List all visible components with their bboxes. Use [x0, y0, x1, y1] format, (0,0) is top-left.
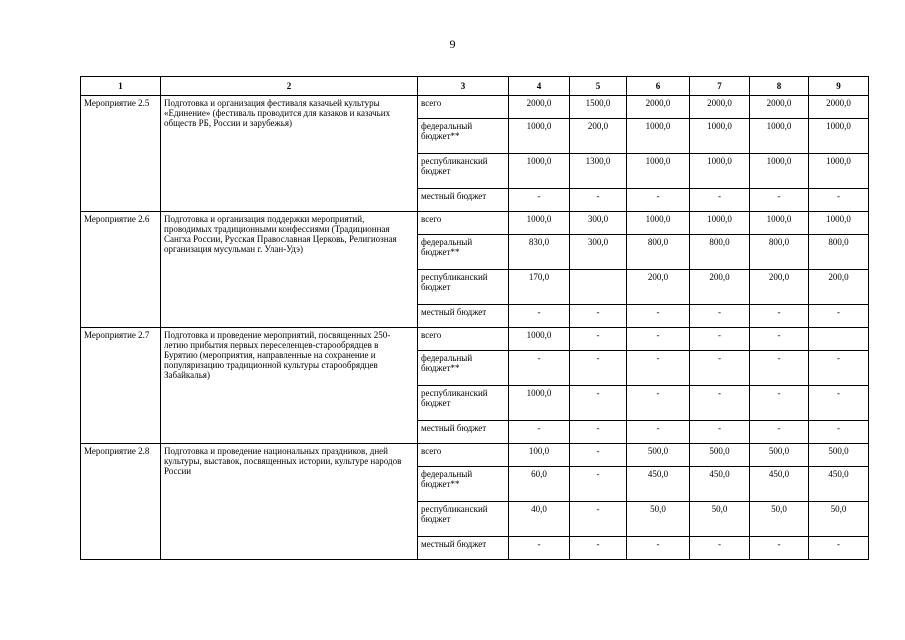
header-cell: 1 — [81, 77, 161, 96]
amount-cell: 1000,0 — [509, 386, 570, 421]
amount-cell: - — [750, 189, 809, 212]
amount-cell: - — [690, 351, 750, 386]
amount-cell: 500,0 — [627, 444, 690, 467]
amount-cell: - — [570, 421, 627, 444]
activity-name: Мероприятие 2.6 — [81, 212, 161, 328]
header-cell: 7 — [690, 77, 750, 96]
amount-cell: 1000,0 — [750, 212, 809, 235]
amount-cell: - — [627, 305, 690, 328]
amount-cell: - — [570, 351, 627, 386]
amount-cell: - — [809, 189, 869, 212]
amount-cell: 200,0 — [750, 270, 809, 305]
funding-source: всего — [418, 328, 509, 351]
amount-cell: 500,0 — [690, 444, 750, 467]
funding-source: республиканский бюджет — [418, 154, 509, 189]
amount-cell: 50,0 — [690, 502, 750, 537]
amount-cell: 1000,0 — [509, 212, 570, 235]
amount-cell: - — [809, 386, 869, 421]
amount-cell: 300,0 — [570, 212, 627, 235]
funding-source: местный бюджет — [418, 189, 509, 212]
amount-cell: 50,0 — [627, 502, 690, 537]
amount-cell: 1000,0 — [627, 119, 690, 154]
header-cell: 9 — [809, 77, 869, 96]
amount-cell: 1300,0 — [570, 154, 627, 189]
amount-cell: 1000,0 — [690, 154, 750, 189]
amount-cell: 2000,0 — [627, 96, 690, 119]
table-row — [81, 328, 869, 351]
amount-cell: 1000,0 — [509, 328, 570, 351]
amount-cell: 200,0 — [809, 270, 869, 305]
activity-name: Мероприятие 2.5 — [81, 96, 161, 212]
amount-cell: 2000,0 — [509, 96, 570, 119]
amount-cell: 1000,0 — [627, 154, 690, 189]
activity-name: Мероприятие 2.8 — [81, 444, 161, 560]
funding-source: федеральный бюджет** — [418, 351, 509, 386]
funding-source: республиканский бюджет — [418, 502, 509, 537]
amount-cell: - — [750, 328, 809, 351]
funding-source: федеральный бюджет** — [418, 235, 509, 270]
activity-name: Мероприятие 2.7 — [81, 328, 161, 444]
amount-cell: - — [509, 189, 570, 212]
amount-cell: 1500,0 — [570, 96, 627, 119]
amount-cell: 450,0 — [627, 467, 690, 502]
activity-description: Подготовка и организация поддержки мероприятий, проводимых традиционными конфессиями (Традиционная Сангха России, Русская Православная Церковь, Религиозная организация мусульман г. Улан-Удэ) — [161, 212, 418, 328]
amount-cell: - — [509, 537, 570, 560]
amount-cell: 800,0 — [690, 235, 750, 270]
amount-cell: - — [809, 351, 869, 386]
budget-table — [80, 76, 869, 560]
table-body — [81, 96, 869, 560]
amount-cell: 500,0 — [750, 444, 809, 467]
amount-cell: - — [509, 351, 570, 386]
header-row — [81, 77, 869, 96]
amount-cell: - — [509, 421, 570, 444]
header-cell: 3 — [418, 77, 509, 96]
amount-cell: 500,0 — [809, 444, 869, 467]
amount-cell: 1000,0 — [509, 119, 570, 154]
activity-description: Подготовка и проведение национальных праздников, дней культуры, выставок, посвященных истории, культуре народов России — [161, 444, 418, 560]
amount-cell: 2000,0 — [690, 96, 750, 119]
amount-cell: 100,0 — [509, 444, 570, 467]
amount-cell: 40,0 — [509, 502, 570, 537]
amount-cell: - — [750, 421, 809, 444]
amount-cell: 1000,0 — [750, 154, 809, 189]
amount-cell: - — [627, 537, 690, 560]
amount-cell: 1000,0 — [750, 119, 809, 154]
amount-cell: 1000,0 — [509, 154, 570, 189]
amount-cell — [809, 328, 869, 351]
funding-source: местный бюджет — [418, 305, 509, 328]
amount-cell: - — [570, 189, 627, 212]
amount-cell: - — [570, 444, 627, 467]
amount-cell: - — [627, 189, 690, 212]
amount-cell: - — [690, 386, 750, 421]
table-row — [81, 96, 869, 119]
amount-cell: 200,0 — [690, 270, 750, 305]
amount-cell: 1000,0 — [809, 154, 869, 189]
amount-cell: 50,0 — [750, 502, 809, 537]
header-cell: 6 — [627, 77, 690, 96]
page-number: 9 — [449, 37, 456, 51]
amount-cell: - — [809, 537, 869, 560]
amount-cell: - — [509, 305, 570, 328]
amount-cell: 300,0 — [570, 235, 627, 270]
amount-cell: 800,0 — [750, 235, 809, 270]
amount-cell: 60,0 — [509, 467, 570, 502]
amount-cell: - — [750, 386, 809, 421]
amount-cell: - — [690, 328, 750, 351]
amount-cell: - — [570, 328, 627, 351]
amount-cell: - — [627, 328, 690, 351]
amount-cell: - — [627, 351, 690, 386]
funding-source: местный бюджет — [418, 421, 509, 444]
funding-source: местный бюджет — [418, 537, 509, 560]
funding-source: всего — [418, 96, 509, 119]
amount-cell — [570, 270, 627, 305]
amount-cell: - — [690, 305, 750, 328]
amount-cell: 200,0 — [627, 270, 690, 305]
amount-cell: - — [750, 537, 809, 560]
amount-cell: - — [570, 386, 627, 421]
amount-cell: 1000,0 — [690, 212, 750, 235]
amount-cell: 450,0 — [809, 467, 869, 502]
amount-cell: - — [570, 305, 627, 328]
amount-cell: - — [750, 351, 809, 386]
amount-cell: 2000,0 — [750, 96, 809, 119]
amount-cell: - — [809, 305, 869, 328]
amount-cell: 800,0 — [809, 235, 869, 270]
header-cell: 4 — [509, 77, 570, 96]
funding-source: федеральный бюджет** — [418, 119, 509, 154]
amount-cell: 450,0 — [690, 467, 750, 502]
amount-cell: 2000,0 — [809, 96, 869, 119]
funding-source: всего — [418, 212, 509, 235]
amount-cell: - — [627, 421, 690, 444]
header-cell: 2 — [161, 77, 418, 96]
amount-cell: 1000,0 — [809, 212, 869, 235]
amount-cell: 1000,0 — [690, 119, 750, 154]
amount-cell: 1000,0 — [627, 212, 690, 235]
table-row — [81, 212, 869, 235]
amount-cell: 450,0 — [750, 467, 809, 502]
header-cell: 8 — [750, 77, 809, 96]
activity-description: Подготовка и организация фестиваля казачьей культуры «Единение» (фестиваль проводится для казаков и казачьих обществ РБ, России и зарубежья) — [161, 96, 418, 212]
table-row — [81, 444, 869, 467]
amount-cell: - — [627, 386, 690, 421]
amount-cell: - — [690, 189, 750, 212]
funding-source: республиканский бюджет — [418, 386, 509, 421]
amount-cell: - — [570, 502, 627, 537]
activity-description: Подготовка и проведение мероприятий, посвященных 250-летию прибытия первых переселенцев-старообрядцев в Бурятию (мероприятия, направленные на сохранение и популяризацию традиционной культуры старообрядцев Забайкалья) — [161, 328, 418, 444]
amount-cell: - — [809, 421, 869, 444]
amount-cell: - — [690, 421, 750, 444]
funding-source: федеральный бюджет** — [418, 467, 509, 502]
amount-cell: 50,0 — [809, 502, 869, 537]
amount-cell: - — [570, 467, 627, 502]
amount-cell: - — [750, 305, 809, 328]
amount-cell: - — [690, 537, 750, 560]
amount-cell: 1000,0 — [809, 119, 869, 154]
amount-cell: 170,0 — [509, 270, 570, 305]
amount-cell: - — [570, 537, 627, 560]
funding-source: республиканский бюджет — [418, 270, 509, 305]
amount-cell: 800,0 — [627, 235, 690, 270]
header-cell: 5 — [570, 77, 627, 96]
amount-cell: 830,0 — [509, 235, 570, 270]
funding-source: всего — [418, 444, 509, 467]
amount-cell: 200,0 — [570, 119, 627, 154]
